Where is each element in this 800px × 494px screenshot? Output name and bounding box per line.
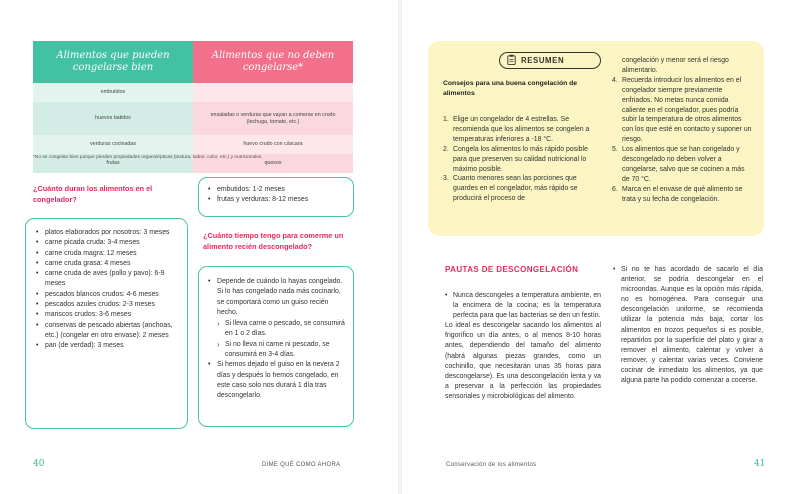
item-number: 3. xyxy=(443,175,449,183)
table-cell: frutas xyxy=(33,154,193,173)
list-item: • carne cruda magra: 12 meses xyxy=(36,249,182,259)
table-cell: quesos xyxy=(193,154,353,173)
item-number: 5. xyxy=(612,146,618,154)
paragraph: • Si no te has acordado de sacarlo el día anterior, se podría descongelar en el microondas. Aunque es la opción más rápida, no es homogénea. Para conseguir una descongelación uniforme, se recomienda utilizar la potencia más baja, cortar los alimentos en trozos pequeños si es posible, repartirlos por la superficie del plato y girar a remover el alimento, calentar y volver a remover, y calentar varias veces. Conviene cocinar de inmediato los alimentos, ya que alguna parte ha podido comenzar a cocerse. xyxy=(613,265,763,386)
table-cell xyxy=(193,83,353,102)
item-number: 1. xyxy=(443,116,449,123)
list-item: • mariscos crudos: 3-6 meses xyxy=(36,310,182,320)
summary-label: RESUMEN xyxy=(521,56,565,65)
table-cell: huevos batidos xyxy=(33,102,193,135)
summary-list-1 xyxy=(443,115,603,204)
list-item xyxy=(612,145,752,185)
item-text: Recuerda introducir los alimentos en el congelador siempre previamente enfriados. No metas nunca comida caliente en el congelador, pues podría subir la temperatura de otros alimentos con los que esté en contacto y suponer un riesgo. xyxy=(622,76,752,144)
list-item-text: Depende de cuándo lo hayas congelado. Si lo has congelado nada más cocinarlo, se comportará como un guiso recién hecho. xyxy=(217,278,343,316)
summary-heading: Consejos para una buena congelación de alimentos xyxy=(443,80,578,97)
table-cell: ensaladas o verduras que vayan a comerse en crudo (lechuga, tomate, etc.) xyxy=(193,102,353,135)
duration-box xyxy=(25,218,188,429)
list-item: • pescados azules crudos: 2-3 meses xyxy=(36,300,182,310)
list-item: • carne cruda grasa: 4 meses xyxy=(36,259,182,269)
list-item xyxy=(443,145,603,175)
section-title: PAUTAS DE DESCONGELACIÓN xyxy=(445,265,579,274)
column-1 xyxy=(445,291,601,402)
question-thaw: ¿Cuánto tiempo tengo para comerme un alimento recién descongelado? xyxy=(203,231,344,251)
list-item xyxy=(443,174,603,204)
paragraph: • Nunca descongeles a temperatura ambiente, en la encimera de la cocina; es la temperatura perfecta para que las bacterias se den un festín. xyxy=(445,291,601,321)
sub-list-item: › Si no lleva ni carne ni pescado, se consumirá en 3-4 días. xyxy=(217,340,348,361)
list-item: • carne picada cruda: 3-4 meses xyxy=(36,238,182,248)
list-item: • embutidos: 1-2 meses xyxy=(208,185,348,195)
table-cell: huevo crudo con cáscara xyxy=(193,135,353,154)
paragraph: Lo ideal es descongelar sacando los alimentos al frigorífico un día antes, o al menos 8-10 horas antes, dependiendo del tamaño del alimento (habrá algunas piezas grandes, como un cochinillo, que necesitarán unas 35 horas para descongelarse). Es una descongelación lenta y va a preservar a la perfección las propiedades sensoriales y microbiológicas del alimento. xyxy=(445,322,601,400)
item-text: Elige un congelador de 4 estrellas. Se recomienda que los alimentos se congelen a temperaturas inferiores a -18 °C. xyxy=(453,116,590,143)
list-item xyxy=(612,185,752,205)
running-head-right: Conservación de los alimentos xyxy=(446,462,537,468)
book-gutter xyxy=(398,0,402,494)
list-item: • pescados blancos crudos: 4-6 meses xyxy=(36,290,182,300)
item-text: Cuanto menores sean las porciones que guardes en el congelador, más rápido se producirá el proceso de xyxy=(453,175,578,203)
question-duration: ¿Cuánto duran los alimentos en el congelador? xyxy=(33,184,153,204)
list-item: • platos elaborados por nosotros: 3 meses xyxy=(36,228,182,238)
list-item-continued: congelación y menor será el riesgo alimentario. xyxy=(622,57,729,74)
summary-pill xyxy=(499,52,601,69)
running-head-left: DIME QUÉ COMO AHORA xyxy=(262,462,341,468)
item-text: Los alimentos que se han congelado y descongelado no deben volver a congelarse, salvo que se cocinen a más de 70 °C. xyxy=(622,146,745,183)
item-number: 6. xyxy=(612,185,618,193)
table-header-can: Alimentos que pueden congelarse bien xyxy=(33,41,193,83)
clipboard-icon xyxy=(506,52,517,70)
list-item: • conservas de pescado abiertas (anchoas, etc.) (congelar en otro envase): 2 meses xyxy=(36,321,182,342)
duration-box-small xyxy=(198,177,354,217)
table-header-cannot: Alimentos que no deben congelarse* xyxy=(193,41,353,83)
thaw-box xyxy=(198,266,354,427)
page-number-left: 40 xyxy=(33,459,45,469)
table-cell: embutidos xyxy=(33,83,193,102)
list-item xyxy=(208,277,348,360)
list-item: • pan (de verdad): 3 meses xyxy=(36,341,182,351)
item-number: 4. xyxy=(612,76,618,84)
column-2 xyxy=(613,265,763,386)
page-number-right: 41 xyxy=(754,459,766,469)
list-item xyxy=(612,76,752,145)
table-cell: verduras cocinadas xyxy=(33,135,193,154)
item-number: 2. xyxy=(443,145,449,153)
list-item xyxy=(443,115,603,145)
item-text: Congela los alimentos lo más rápido posible para que preserven su calidad nutricional lo máximo posible. xyxy=(453,145,588,173)
summary-list-2 xyxy=(612,56,752,205)
freezing-table xyxy=(33,41,353,173)
list-item: • frutas y verduras: 8-12 meses xyxy=(208,195,348,205)
item-text: Marca en el envase de qué alimento se trata y su fecha de congelación. xyxy=(622,185,743,203)
sub-list-item: › Si lleva carne o pescado, se consumirá en 1 o 2 días. xyxy=(217,319,348,340)
list-item: • Si hemos dejado el guiso en la nevera 2 días y después lo hemos congelado, en este caso solo nos durará 1 día tras descongelarlo. xyxy=(208,360,348,401)
list-item: • carne cruda de aves (pollo y pavo): 6-9 meses xyxy=(36,269,182,290)
table-footnote: *No se congelan bien porque pierden propiedades organolépticas (textura, sabor, color, etc.) y nutricionales. xyxy=(33,155,263,160)
